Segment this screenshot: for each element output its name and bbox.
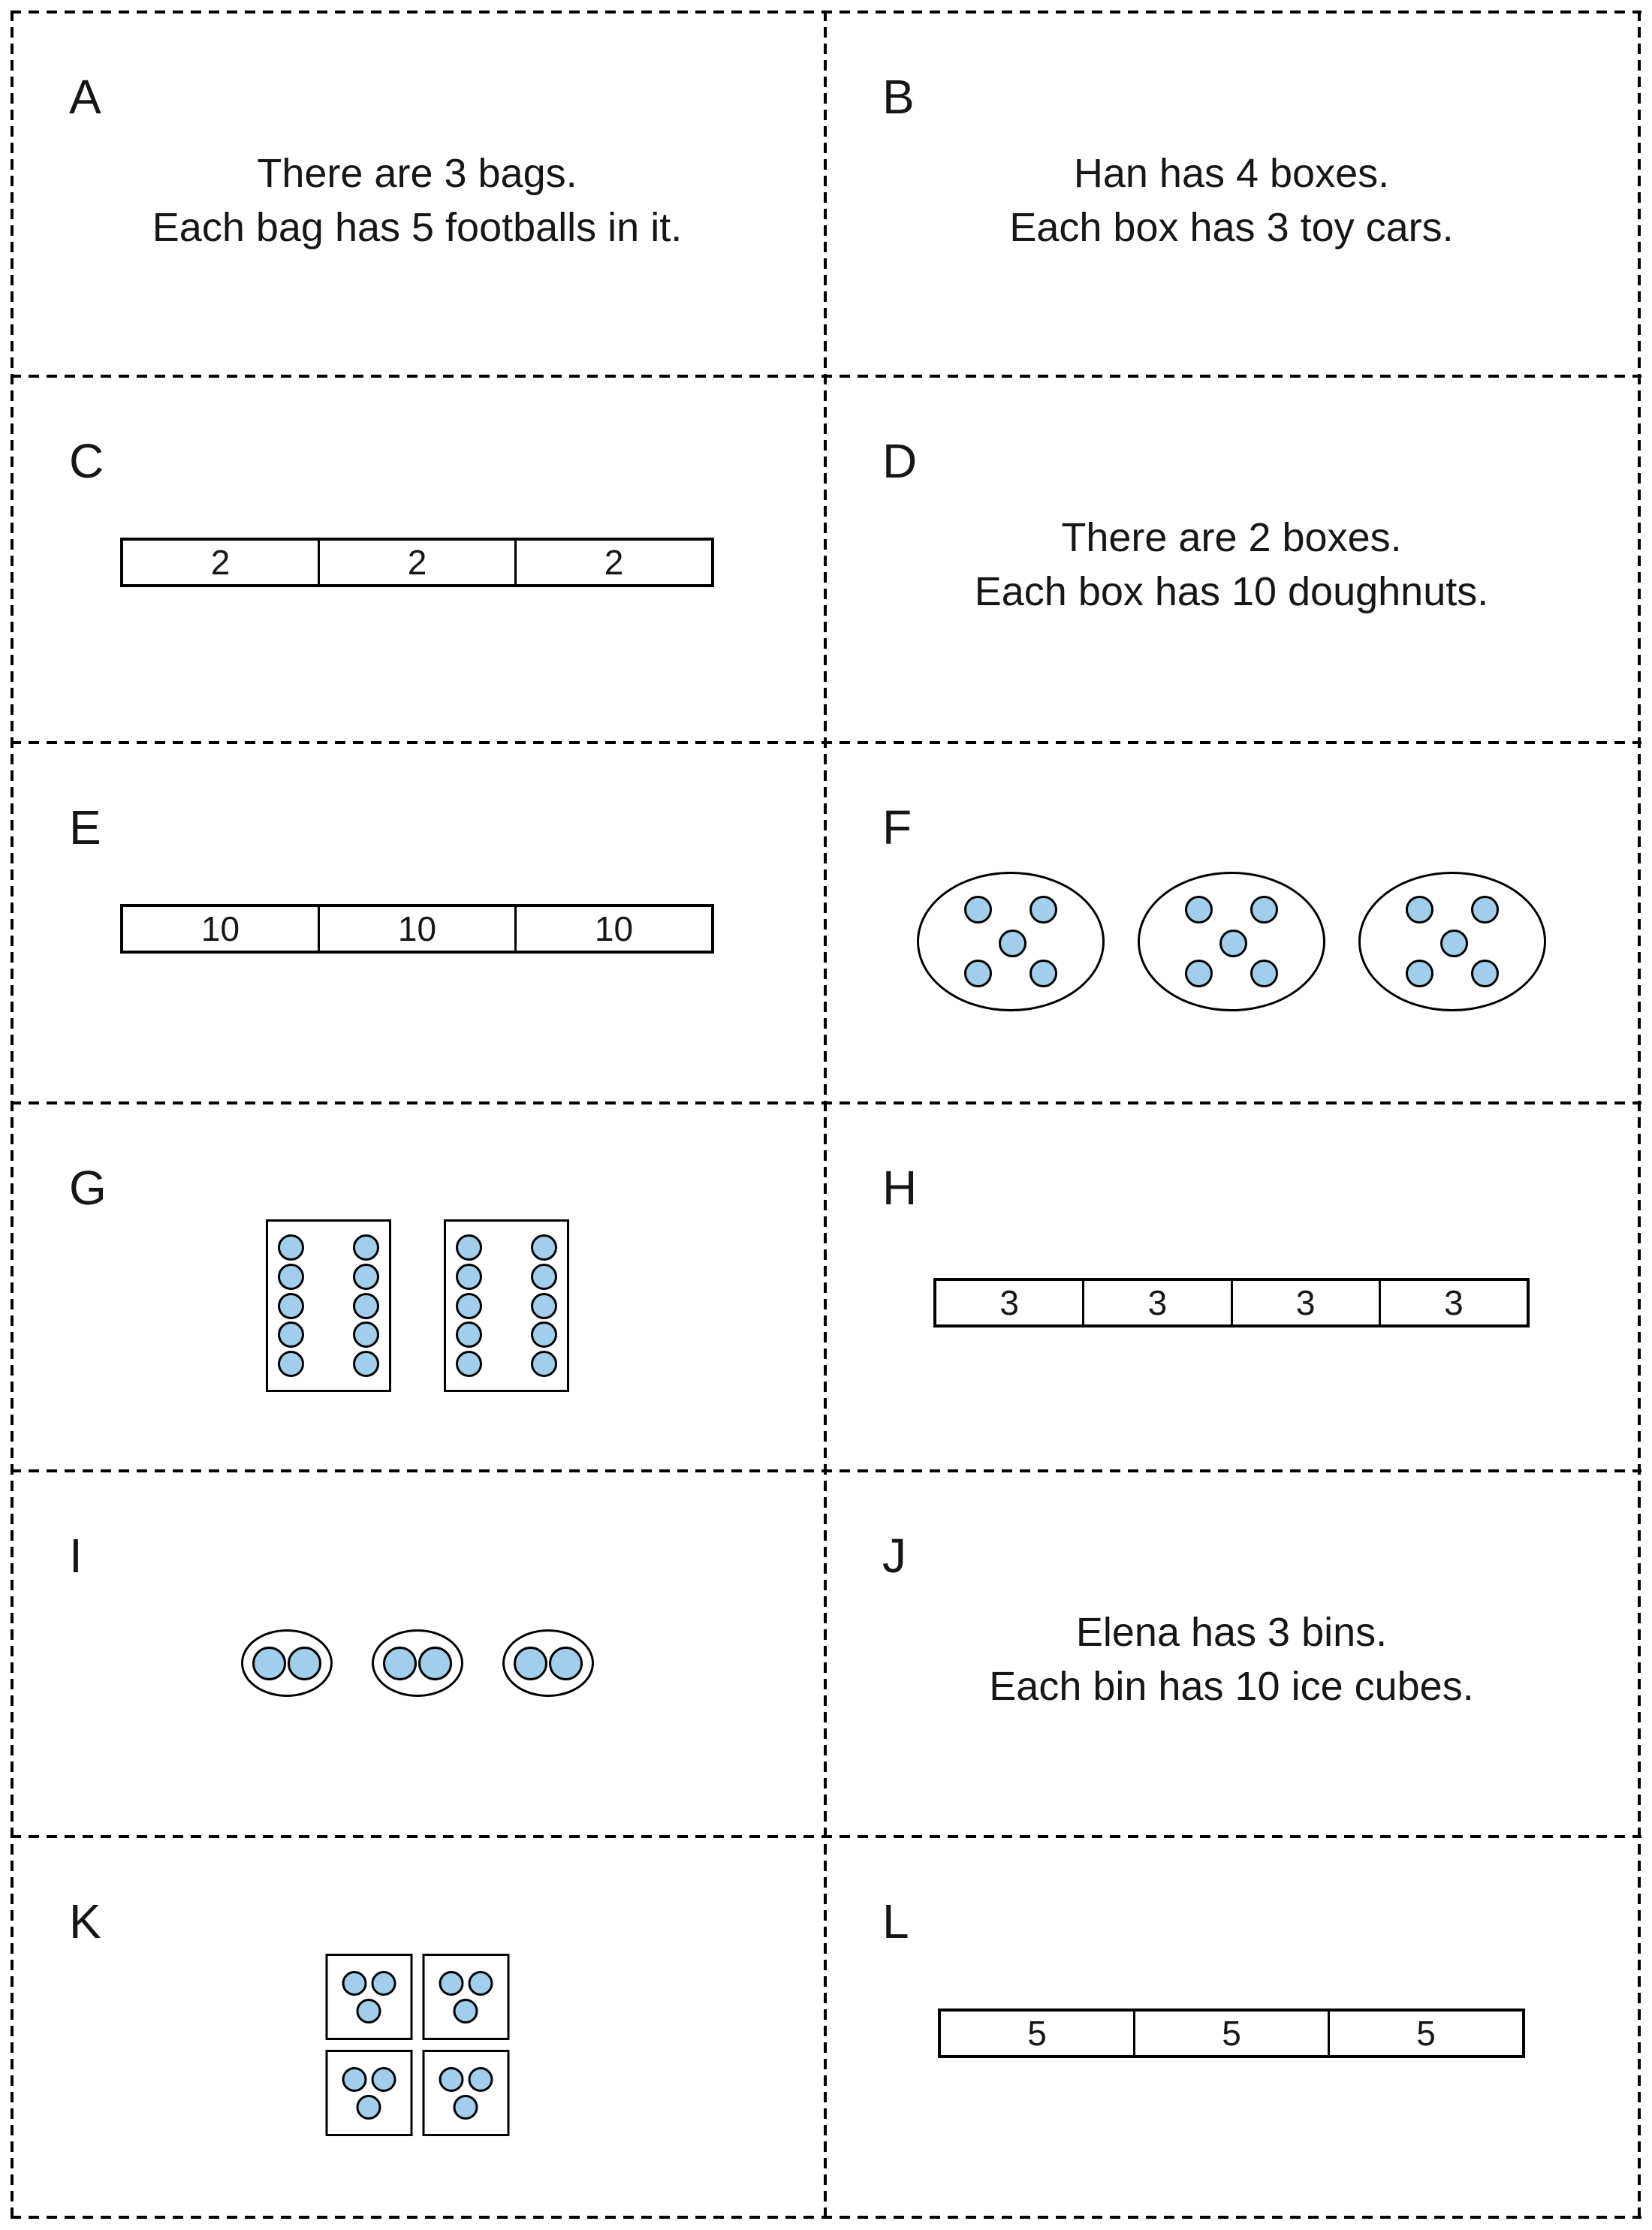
- counter-dot: [353, 1264, 379, 1290]
- card-letter: I: [69, 1529, 83, 1583]
- counter-dot: [353, 1234, 379, 1261]
- card-F: [824, 742, 1639, 1102]
- counter-dot: [1406, 896, 1433, 924]
- dot-groups: [241, 1629, 594, 1697]
- counter-dot: [1185, 960, 1213, 987]
- card-G: [11, 1102, 824, 1470]
- dot-row: [439, 2067, 493, 2092]
- card-L: [824, 1836, 1639, 2216]
- tape-diagram: [120, 538, 714, 587]
- counter-dot: [964, 960, 992, 987]
- dot-group-small-oval: [502, 1629, 594, 1697]
- counter-dot: [1250, 896, 1278, 924]
- tape-cell: 3: [999, 1283, 1019, 1322]
- counter-dot: [468, 1971, 493, 1996]
- tape-cell: 10: [514, 907, 711, 951]
- counter-dot: [1471, 960, 1499, 987]
- card-C: [11, 375, 824, 742]
- card-letter: H: [882, 1161, 918, 1215]
- counter-dot: [456, 1293, 482, 1319]
- tape-cell: 5: [1328, 2012, 1522, 2055]
- card-letter: E: [69, 800, 101, 854]
- counter-dot: [383, 1647, 417, 1680]
- counter-dot: [1029, 960, 1057, 987]
- card-D: [824, 375, 1639, 742]
- tape-diagram: [938, 2009, 1525, 2058]
- counter-dot: [371, 2067, 396, 2092]
- tape-diagram: [933, 1278, 1530, 1327]
- story-text: [854, 511, 1609, 619]
- dot-column: [531, 1234, 557, 1377]
- tape-cell: 5: [1027, 2014, 1047, 2053]
- counter-dot: [514, 1647, 547, 1680]
- dot-group-square: [422, 1954, 509, 2040]
- card-letter: K: [69, 1894, 101, 1948]
- counter-dot: [454, 2095, 478, 2120]
- card-letter: F: [882, 800, 912, 854]
- counter-dot: [252, 1647, 286, 1680]
- dot-column: [353, 1234, 379, 1377]
- tape-cell: 10: [318, 907, 514, 951]
- counter-dot: [278, 1264, 304, 1290]
- story-line: Each bag has 5 footballs in it.: [152, 205, 683, 250]
- counter-dot: [439, 2067, 463, 2092]
- tape-cell: 3: [1082, 1281, 1230, 1324]
- dot-groups: [325, 1954, 509, 2136]
- tape-cell: 3: [1231, 1281, 1379, 1324]
- card-A: [11, 11, 824, 375]
- counter-dot: [1185, 896, 1213, 924]
- tape-cell: 5: [1133, 2012, 1328, 2055]
- dot-group-oval: [1358, 872, 1546, 1011]
- tape-cell: 2: [210, 543, 231, 582]
- story-line: Each bin has 10 ice cubes.: [989, 1664, 1474, 1709]
- story-line: There are 3 bags.: [257, 151, 577, 196]
- counter-dot: [1471, 896, 1499, 924]
- card-E: [11, 742, 824, 1102]
- counter-dot: [1406, 960, 1433, 987]
- counter-dot: [439, 1971, 463, 1996]
- card-B: [824, 11, 1639, 375]
- card-letter: D: [882, 434, 918, 488]
- counter-dot: [371, 1971, 396, 1996]
- counter-dot: [549, 1647, 583, 1680]
- dot-group-small-oval: [372, 1629, 463, 1697]
- story-text: [41, 146, 794, 255]
- counter-dot: [456, 1351, 482, 1377]
- card-H: [824, 1102, 1639, 1470]
- card-letter: C: [69, 434, 104, 488]
- card-letter: B: [882, 70, 915, 124]
- dot-group-rectangle: [266, 1219, 391, 1392]
- dot-group-rectangle: [444, 1219, 569, 1392]
- counter-dot: [353, 1293, 379, 1319]
- card-letter: A: [69, 70, 101, 124]
- card-letter: J: [882, 1529, 906, 1583]
- tape-cell: 2: [514, 541, 711, 584]
- counter-dot: [353, 1321, 379, 1348]
- counter-dot: [357, 2095, 381, 2120]
- counter-dot: [288, 1647, 321, 1680]
- tape-cell: 2: [318, 541, 514, 584]
- story-line: Elena has 3 bins.: [1075, 1610, 1388, 1655]
- dot-column: [456, 1234, 482, 1377]
- counter-dot: [1219, 930, 1247, 957]
- counter-dot: [1029, 896, 1057, 924]
- card-letter: L: [882, 1894, 909, 1948]
- counter-dot: [342, 2067, 366, 2092]
- counter-dot: [999, 930, 1026, 957]
- dot-group-small-oval: [241, 1629, 333, 1697]
- story-line: Han has 4 boxes.: [1073, 151, 1390, 196]
- counter-dot: [531, 1293, 557, 1319]
- card-J: [824, 1470, 1639, 1836]
- counter-dot: [278, 1321, 304, 1348]
- dot-column: [278, 1234, 304, 1377]
- counter-dot: [278, 1293, 304, 1319]
- card-letter: G: [69, 1161, 107, 1215]
- counter-dot: [531, 1264, 557, 1290]
- story-line: There are 2 boxes.: [1061, 515, 1402, 560]
- tape-diagram: [120, 904, 714, 954]
- counter-dot: [1440, 930, 1468, 957]
- dot-groups: [266, 1219, 569, 1392]
- dot-row: [342, 1971, 396, 1996]
- counter-dot: [531, 1234, 557, 1261]
- counter-dot: [342, 1971, 366, 1996]
- dot-groups: [917, 872, 1546, 1011]
- card-K: [11, 1836, 824, 2216]
- dot-group-oval: [1138, 872, 1325, 1011]
- dot-row: [342, 2067, 396, 2092]
- counter-dot: [456, 1321, 482, 1348]
- counter-dot: [531, 1351, 557, 1377]
- dot-group-square: [325, 1954, 412, 2040]
- counter-dot: [454, 1999, 478, 2024]
- counter-dot: [418, 1647, 452, 1680]
- counter-dot: [531, 1321, 557, 1348]
- tape-cell: 10: [200, 909, 240, 948]
- tape-cell: 3: [1379, 1281, 1527, 1324]
- counter-dot: [468, 2067, 493, 2092]
- counter-dot: [456, 1234, 482, 1261]
- counter-dot: [964, 896, 992, 924]
- counter-dot: [278, 1234, 304, 1261]
- story-line: Each box has 10 doughnuts.: [974, 569, 1489, 614]
- counter-dot: [1250, 960, 1278, 987]
- counter-dot: [456, 1264, 482, 1290]
- story-line: Each box has 3 toy cars.: [1009, 205, 1454, 250]
- story-text: [854, 146, 1609, 255]
- dot-group-square: [325, 2050, 412, 2136]
- card-I: [11, 1470, 824, 1836]
- story-text: [854, 1605, 1609, 1713]
- counter-dot: [353, 1351, 379, 1377]
- dot-group-oval: [917, 872, 1105, 1011]
- dot-group-square: [422, 2050, 509, 2136]
- dot-row: [439, 1971, 493, 1996]
- counter-dot: [357, 1999, 381, 2024]
- counter-dot: [278, 1351, 304, 1377]
